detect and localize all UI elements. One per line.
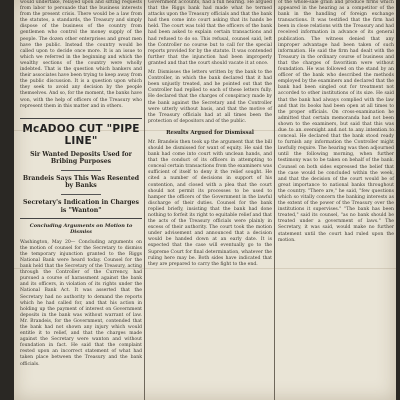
article-body-text: Concluding arguments on the motion of counsel for the Secretary to dismiss the temporary injunction granted to the Riggs National Bank were heard today. Counsel for the bank held that the Secretary of the Treasury, acting through the Controller of the Currency, had pursued a course of harassment against the bank and its officers, in violation of its rights under the National Bank Act. It was asserted that the Secretary had no authority to demand the reports which he had called for, and that his action in holding up the payment of interest on Government deposits in the bank was without warrant of law. Mr. Brandeis, for the Government, contended that the bank had not shown any injury which would entitle it to relief, and that the charges made against the Secretary were wanton and without foundation in fact. He said that the complaint rested upon an incorrect statement of what had taken place between the Treasury and the bank officials. bbox=[20, 239, 144, 367]
middle-body-text-2: Mr. Brandeis then took up the argument that the bill should be dismissed for want of equity. He said the bank had come into court with unclean hands, and that the conduct of its officers in attempting to conceal certain transactions from the examiners was sufficient of itself to deny it the relief sought. He cited a number of decisions in support of his contention, and closed with a plea that the court should not permit its processes to be used to hamper the officers of the Government in the lawful discharge of their duties. Counsel for the bank replied briefly, insisting that the bank had done nothing to forfeit its right to equitable relief and that the acts of the Treasury officials were plainly in excess of their authority. The court took the motion under advisement and announced that a decision would be handed down at an early date. It is expected that the case will eventually go to the Supreme Court for final determination, whatever the ruling here may be. Both sides have indicated that they are prepared to carry the fight to the end. bbox=[148, 139, 274, 267]
article-deck-2: Brandeis Says This Was Resented by Banks bbox=[22, 174, 140, 190]
right-column bbox=[278, 0, 394, 400]
article-dateline: Washington, May 20— bbox=[20, 239, 76, 245]
middle-body-text-1: Mr. Dismisses the letters written by the bank to the Controller, in which the bank declared that it had been unjustly treated, and he pointed out that the Controller had replied to each of these letters fully. He declared that the charges of conspiracy made by the bank against the Secretary and the Controller were utterly without basis, and that the motive of the Treasury officials had at all times been the protection of depositors and of the public. bbox=[148, 70, 274, 124]
paper-crease bbox=[14, 268, 396, 269]
article-subhead: Concluding Arguments on Motion to Dismiss bbox=[29, 223, 133, 236]
left-top-text: would undertake, relayed upon and sifting requests from labor to persuade that the business interests from the present crisis. There would be a law from the statutes, a standards, the Treasury and simply dispose of the business of the country from gentlemen who control the money supply of the people. The dozen other enterprises and great men have the public. Instead the country would be called upon to decide once more. It is an issue to which we referred in the beginning and which the wealthy sections of the country were wholly indebted. That is the question which bankers and their associates have been trying to keep away from the public discussion. It is a question upon which they seek to avoid any decision by the people themselves. And so, for the moment, the banks have won, with the help of officers of the Treasury who represent them in this matter and in others. bbox=[20, 0, 144, 109]
right-body-text: of the whole-sale grain and produce firms which appeared in the hearing as a competitor of the bank in the handling of foreign exchange transactions. It was testified that the firm had been in close relations with the Treasury and had received information in advance of its general publication. The witness denied that any improper advantage had been taken of such information. He said the firm had dealt with the Treasury in the ordinary course of business and that the charges of favoritism were without foundation. He was followed on the stand by an officer of the bank who described the methods employed by the examiners and declared that the bank had been singled out for treatment not accorded to other institutions of its size. He said that the bank had always complied with the law and that its books had been open at all times to the proper officials. On cross-examination he admitted that certain memoranda had not been shown to the examiners, but said that this was due to an oversight and not to any intention to conceal. He declared that the bank stood ready to furnish any information the Controller might lawfully require. The hearing was then adjourned until the following morning, when further testimony was to be taken on behalf of the bank. Counsel on both sides expressed the belief that the case would be concluded within the week, and that the decision of the court would be of great importance to national banks throughout the country. "There are," he said, "few questions which so vitally concern the banking interests as the extent of the power of the Treasury over the institutions it supervises." "The bank has been treated," said its counsel, "as no bank should be treated under a government of laws." The Secretary, it was said, would make no further statement until the court had ruled upon the motion. bbox=[278, 0, 396, 243]
deck-divider bbox=[61, 170, 101, 171]
article-body bbox=[20, 240, 142, 368]
article-headline: McADOO CUT "PIPE LINE" bbox=[22, 122, 140, 147]
middle-top-text: Government accounts, had a full hearing. He argued that the Riggs bank had made what he termed attacks upon the Treasury officials and that the bank had then come into court asking that its hands be held. The court was told that the officers of the bank had been asked to explain certain transactions and had refused to do so. This refusal, counsel said, left the Controller no course but to call for the special reports provided for by the statute. It was contended further that the injunction had been improperly granted and that the court should vacate it at once. bbox=[148, 0, 274, 66]
paper-crease bbox=[14, 130, 396, 131]
article-headline-box bbox=[20, 118, 142, 220]
column-rule bbox=[144, 0, 145, 400]
column-rule bbox=[274, 0, 275, 400]
article-deck-3: Secretary's Indication in Charges is "Wanton" bbox=[23, 199, 139, 214]
middle-subhead: Results Argued for Dismissal bbox=[166, 129, 254, 136]
middle-column bbox=[148, 0, 272, 400]
deck-divider bbox=[61, 194, 101, 195]
newspaper-page bbox=[14, 0, 396, 400]
left-column bbox=[20, 0, 142, 400]
article-deck-1: Sir Wanted Deposits Used for Bribing Purposes bbox=[30, 150, 132, 166]
